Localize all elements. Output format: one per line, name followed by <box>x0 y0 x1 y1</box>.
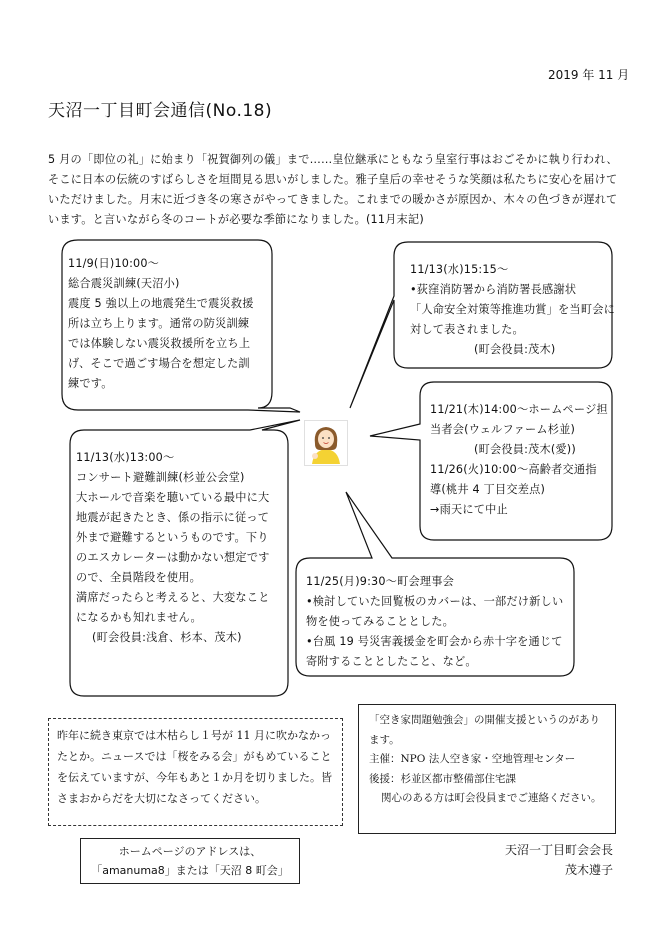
concert-body2: 満席だったらと考えると、大変なことになるかも知れません。 <box>76 591 270 624</box>
study-line1: 「空き家問題勉強会」の開催支援というのがあります。 <box>369 714 600 746</box>
meeting-line1: 11/21(木)14:00～ホームページ担当者会(ウェルファーム杉並) <box>430 403 608 436</box>
concert-body1: 大ホールで音楽を聴いている最中に大地震が起きたとき、係の指示に従って外まで避難するというものです。下りのエスカレーターは動かない想定ですので、全員階段を使用。 <box>76 491 270 584</box>
meeting-line2: 11/26(火)10:00～高齢者交通指導(桃井 4 丁目交差点) <box>430 463 597 496</box>
concert-title: コンサート避難訓練(杉並公会堂) <box>76 471 245 484</box>
bubble-award <box>410 260 616 360</box>
concert-date: 11/13(水)13:00～ <box>76 451 175 464</box>
study-contact: 関心のある方は町会役員までご連絡ください。 <box>381 792 602 804</box>
seasonal-note-box: 昨年に続き東京では木枯らし１号が 11 月に吹かなかったとか。ニュースでは「桜をみる会」がもめていることを伝えていますが、今年もあと１か月を切りました。皆さまおからだを大切になさってください。 <box>48 718 343 826</box>
meeting-line3: →雨天にて中止 <box>430 503 508 516</box>
board-date: 11/25(月)9:30～町会理事会 <box>306 575 455 588</box>
signature-role: 天沼一丁目町会会長 <box>505 843 614 857</box>
issue-date: 2019 年 11 月 <box>548 68 630 82</box>
study-sponsor: 後援：杉並区都市整備部住宅課 <box>369 772 516 785</box>
homepage-address: 「amanuma8」または「天沼 8 町会」 <box>91 864 289 877</box>
intro-paragraph: 5 月の「即位の礼」に始まり「祝賀御列の儀」まで……皇位継承にともなう皇室行事はおごそかに執り行われ、そこに日本の伝統のすばらしさを垣間見る思いがしました。雅子皇后の幸せそうな笑顔は私たちに安心を届けていただけました。月末に近づき冬の寒さがやってきました。これまでの暖かさが原因か、木々の色づきが遅れています。と言いながら冬のコートが必要な季節になりました。(11月末記) <box>48 153 618 226</box>
study-organizer: 主催：NPO 法人空き家・空地管理センター <box>369 753 576 765</box>
bubble-meeting <box>430 400 608 520</box>
vacant-house-study-box <box>358 704 616 834</box>
bubble-drill <box>68 254 258 394</box>
homepage-address-box <box>80 838 300 884</box>
award-note: (町会役員:茂木) <box>474 343 556 356</box>
homepage-label: ホームページのアドレスは、 <box>118 845 262 858</box>
award-date: 11/13(水)15:15～ <box>410 263 509 276</box>
meeting-note: (町会役員:茂木(愛)) <box>474 443 576 456</box>
woman-illustration <box>304 420 348 466</box>
signature <box>505 840 613 880</box>
drill-title: 総合震災訓練(天沼小) <box>68 277 180 290</box>
bubble-board <box>306 572 568 672</box>
board-line2: •台風 19 号災害義援金を町会から赤十字を通じて寄附することとしたこと、など。 <box>306 635 563 668</box>
bubble-concert <box>76 448 276 648</box>
newsletter-title: 天沼一丁目町会通信(No.18) <box>48 101 273 121</box>
concert-note: (町会役員:浅倉、杉本、茂木) <box>92 631 242 644</box>
award-line1: •荻窪消防署から消防署長感謝状 <box>410 283 577 296</box>
drill-body: 震度 5 強以上の地震発生で震災救援所は立ち上ります。通常の防災訓練では体験しない震災救援所を立ち上げ、そこで過ごす場合を想定した訓練です。 <box>68 297 254 390</box>
signature-name: 茂木遵子 <box>565 863 614 877</box>
drill-date: 11/9(日)10:00～ <box>68 257 160 270</box>
award-line2: 「人命安全対策等推進功賞」を当町会に対して表されました。 <box>410 303 615 336</box>
board-line1: •検討していた回覧板のカバーは、一部だけ新しい物を使ってみることとした。 <box>306 595 564 628</box>
